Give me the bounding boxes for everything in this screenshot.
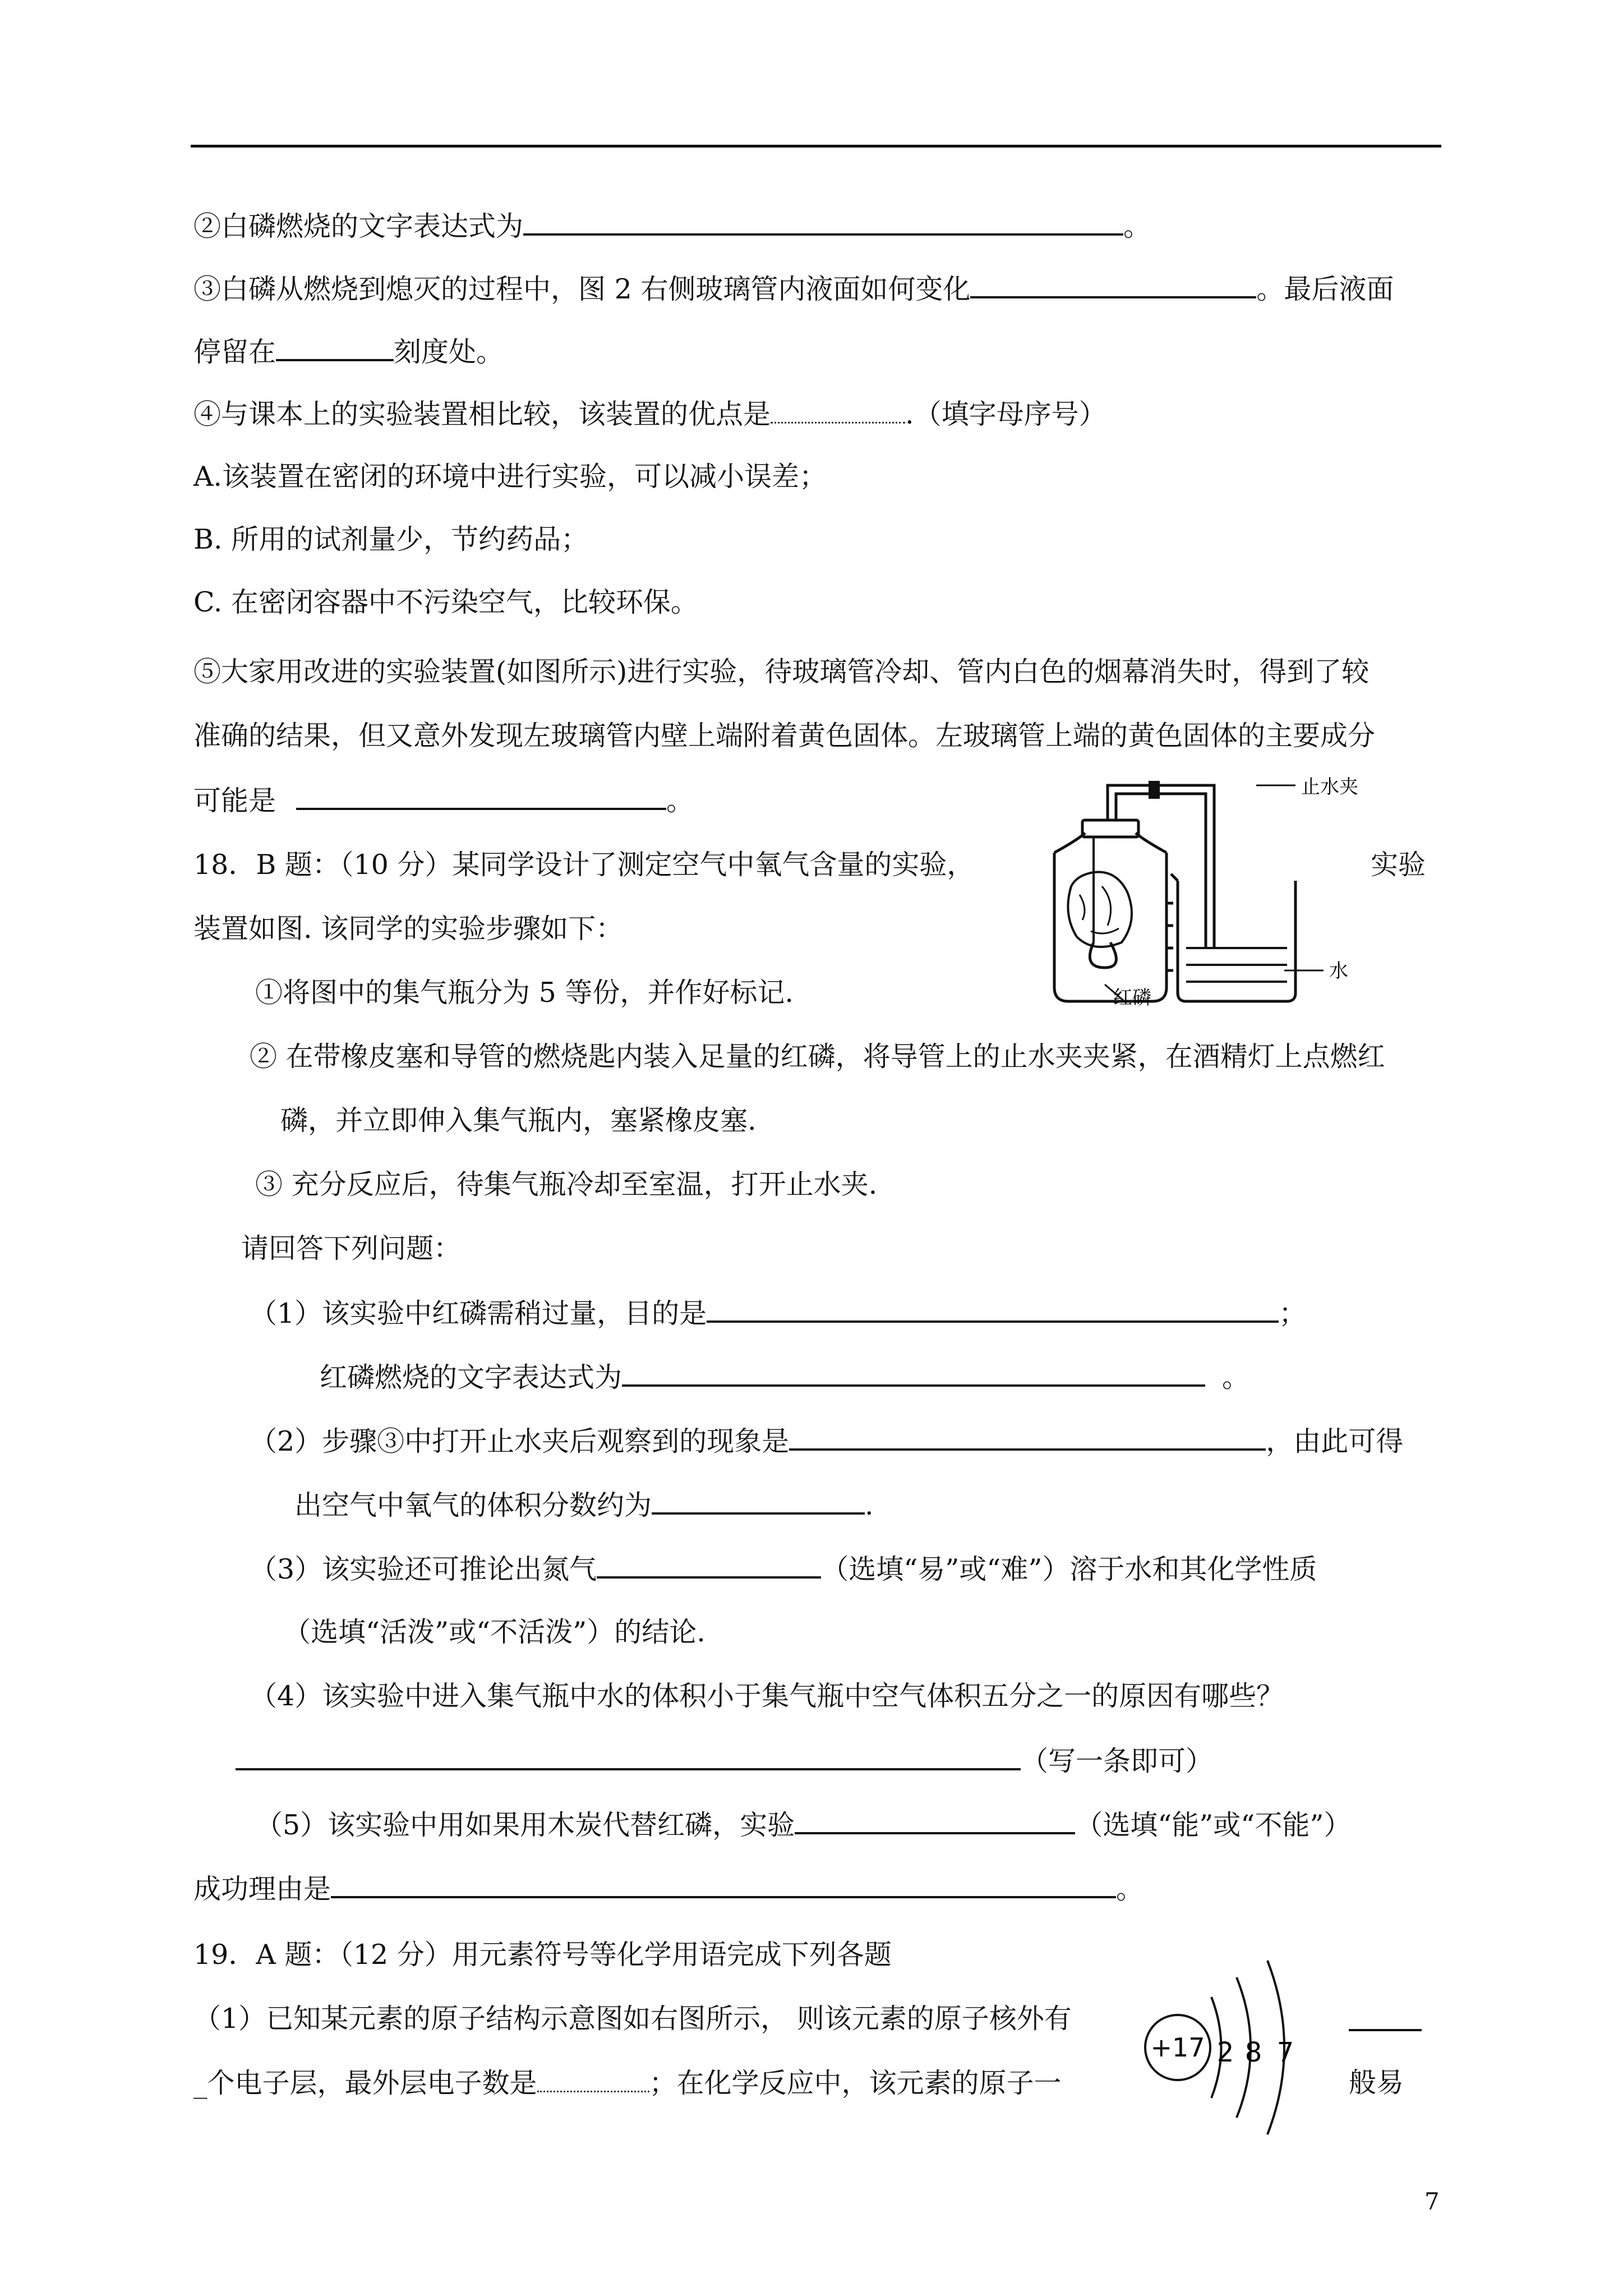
beaker bbox=[1178, 881, 1295, 1001]
q-liquid-level-change: ③白磷从燃烧到熄灭的过程中，图 2 右侧玻璃管内液面如何变化 。最后液面 bbox=[193, 272, 1394, 306]
q18-4-answer: （写一条即可） bbox=[236, 1743, 1213, 1778]
apparatus-diagram bbox=[1009, 774, 1447, 1010]
questions-heading: 请回答下列问题： bbox=[241, 1232, 462, 1264]
q18-heading-tail: 实验 bbox=[1371, 849, 1426, 881]
q19-line2-tail: 般易 bbox=[1349, 2067, 1404, 2099]
q18-5: （5）该实验中用如果用木炭代替红磷，实验 （选填“能”或“不能”） bbox=[255, 1807, 1351, 1842]
answer-blank[interactable] bbox=[537, 2066, 649, 2092]
phosphorus-label: 红磷 bbox=[1113, 987, 1151, 1009]
clamp-label: 止水夹 bbox=[1301, 776, 1358, 798]
rubber-stopper bbox=[1082, 820, 1138, 837]
q19-heading: 19．A 题：（12 分）用元素符号等化学用语完成下列各题 bbox=[193, 1939, 892, 1971]
shell-3-electrons: 7 bbox=[1276, 2037, 1294, 2068]
answer-blank[interactable] bbox=[296, 783, 666, 810]
step-3: ③ 充分反应后，待集气瓶冷却至室温，打开止水夹. bbox=[255, 1168, 878, 1200]
step-1: ①将图中的集气瓶分为 5 等份，并作好标记. bbox=[255, 977, 794, 1009]
step-2-line1: ② 在带橡皮塞和导管的燃烧匙内装入足量的红磷，将导管上的止水夹夹紧，在酒精灯上点燃红 bbox=[250, 1041, 1385, 1073]
q19-1: （1）已知某元素的原子结构示意图如右图所示， 则该元素的原子核外有 bbox=[193, 2003, 1072, 2035]
shell-1-electrons: 2 bbox=[1216, 2037, 1234, 2068]
option-c: C. 在密闭容器中不污染空气，比较环保。 bbox=[193, 586, 698, 618]
answer-blank[interactable] bbox=[1349, 2004, 1422, 2031]
option-a: A.该装置在密闭的环境中进行实验，可以减小误差； bbox=[193, 461, 827, 493]
q-advantage: ④与课本上的实验装置相比较，该装置的优点是 .（填字母序号） bbox=[193, 398, 1106, 430]
q18-1-expression: 红磷燃烧的文字表达式为 。 bbox=[320, 1360, 1249, 1395]
atom-structure-diagram bbox=[1133, 1952, 1312, 2137]
question-text: 停留在 bbox=[193, 336, 276, 368]
answer-blank[interactable] bbox=[970, 272, 1256, 298]
q18-4: （4）该实验中进入集气瓶中水的体积小于集气瓶中空气体积五分之一的原因有哪些？ bbox=[250, 1680, 1284, 1712]
q18-1: （1）该实验中红磷需稍过量，目的是 ； bbox=[250, 1296, 1306, 1331]
page-number: 7 bbox=[1424, 2188, 1440, 2215]
q18-heading: 18．B 题：（10 分）某同学设计了测定空气中氧气含量的实验， bbox=[193, 849, 975, 881]
q18-3: （3）该实验还可推论出氮气 （选填“易”或“难”）溶于水和其化学性质 bbox=[250, 1552, 1317, 1586]
water-label: 水 bbox=[1329, 960, 1348, 982]
step-2-line2: 磷，并立即伸入集气瓶内，塞紧橡皮塞. bbox=[280, 1105, 757, 1137]
q19-1-line2: _个电子层，最外层电子数是 ；在化学反应中，该元素的原子一 bbox=[193, 2067, 1062, 2099]
answer-blank[interactable] bbox=[622, 1360, 1205, 1387]
q5-text-line2: 准确的结果，但又意外发现左玻璃管内壁上端附着黄色固体。左玻璃管上端的黄色固体的主要成分 bbox=[193, 720, 1376, 752]
answer-blank[interactable] bbox=[276, 334, 394, 361]
nucleus-charge: +17 bbox=[1150, 2032, 1205, 2063]
q18-5-reason: 成功理由是 。 bbox=[193, 1871, 1144, 1906]
option-b: B. 所用的试剂量少，节约药品； bbox=[193, 523, 589, 555]
q-white-phosphorus-expression: ②白磷燃烧的文字表达式为 。 bbox=[193, 209, 1151, 243]
glass-tube bbox=[1108, 785, 1214, 948]
q19-blank-right bbox=[1349, 2004, 1422, 2039]
answer-blank[interactable] bbox=[236, 1743, 1021, 1770]
answer-blank[interactable] bbox=[707, 1296, 1279, 1323]
shell-2-electrons: 8 bbox=[1244, 2037, 1262, 2068]
question-text: ③白磷从燃烧到熄灭的过程中，图 2 右侧玻璃管内液面如何变化 bbox=[193, 273, 971, 305]
answer-blank[interactable] bbox=[331, 1871, 1116, 1898]
answer-blank[interactable] bbox=[789, 1424, 1266, 1451]
q5-text-line3: 可能是 。 bbox=[193, 783, 694, 818]
q18-2-fraction: 出空气中氧气的体积分数约为 . bbox=[294, 1488, 874, 1522]
answer-blank[interactable] bbox=[523, 209, 1123, 236]
q18-2: （2）步骤③中打开止水夹后观察到的现象是 ，由此可得 bbox=[250, 1424, 1403, 1458]
q-final-level: 停留在 刻度处。 bbox=[193, 334, 504, 369]
question-text: ④与课本上的实验装置相比较，该装置的优点是 bbox=[193, 398, 771, 430]
q18-3-line2: （选填“活泼”或“不活泼”）的结论. bbox=[283, 1616, 706, 1648]
q18-setup: 装置如图. 该同学的实验步骤如下： bbox=[193, 913, 624, 945]
answer-blank[interactable] bbox=[652, 1488, 865, 1515]
answer-blank[interactable] bbox=[597, 1552, 821, 1579]
question-text: ②白磷燃烧的文字表达式为 bbox=[193, 210, 524, 242]
q5-text-line1: ⑤大家用改进的实验装置(如图所示)进行实验，待玻璃管冷却、管内白色的烟幕消失时，得到了较 bbox=[193, 656, 1370, 688]
header-rule bbox=[191, 145, 1441, 148]
answer-blank[interactable] bbox=[771, 397, 905, 424]
clamp-icon bbox=[1149, 781, 1160, 799]
answer-blank[interactable] bbox=[795, 1807, 1075, 1834]
